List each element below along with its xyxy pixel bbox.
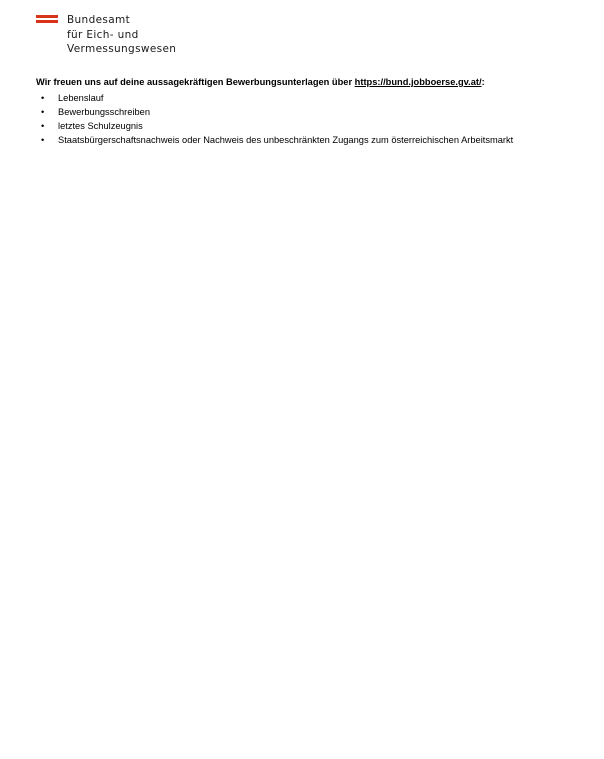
intro-suffix: :: [481, 77, 485, 87]
bullet-icon: •: [41, 134, 45, 145]
list-item: [36, 106, 566, 119]
logo-text: [67, 13, 176, 57]
intro-paragraph: [36, 76, 566, 89]
jobboerse-link[interactable]: https://bund.jobboerse.gv.at/: [354, 77, 482, 87]
required-documents-list: [36, 92, 566, 147]
organization-logo: [36, 13, 176, 57]
bullet-icon: •: [41, 106, 45, 117]
intro-prefix: Wir freuen uns auf deine aussagekräftigen Bewerbungsunterlagen über: [36, 77, 355, 87]
bullet-icon: •: [41, 120, 45, 131]
list-item-label: Lebenslauf: [58, 93, 104, 103]
list-item: [36, 92, 566, 105]
logo-line-3: Vermessungswesen: [67, 43, 177, 55]
list-item: [36, 120, 566, 133]
list-item: [36, 134, 566, 147]
bullet-icon: •: [41, 93, 45, 103]
austrian-flag-icon: [36, 15, 58, 23]
list-item-label: Staatsbürgerschaftsnachweis oder Nachweis des unbeschränkten Zugangs zum österreichischen Arbeitsmarkt: [58, 134, 514, 145]
list-item-label: Bewerbungsschreiben: [58, 106, 150, 117]
logo-line-1: Bundesamt: [67, 14, 131, 26]
logo-line-2: für Eich- und: [67, 28, 139, 41]
list-item-label: letztes Schulzeugnis: [58, 120, 143, 131]
document-content: [36, 76, 566, 148]
